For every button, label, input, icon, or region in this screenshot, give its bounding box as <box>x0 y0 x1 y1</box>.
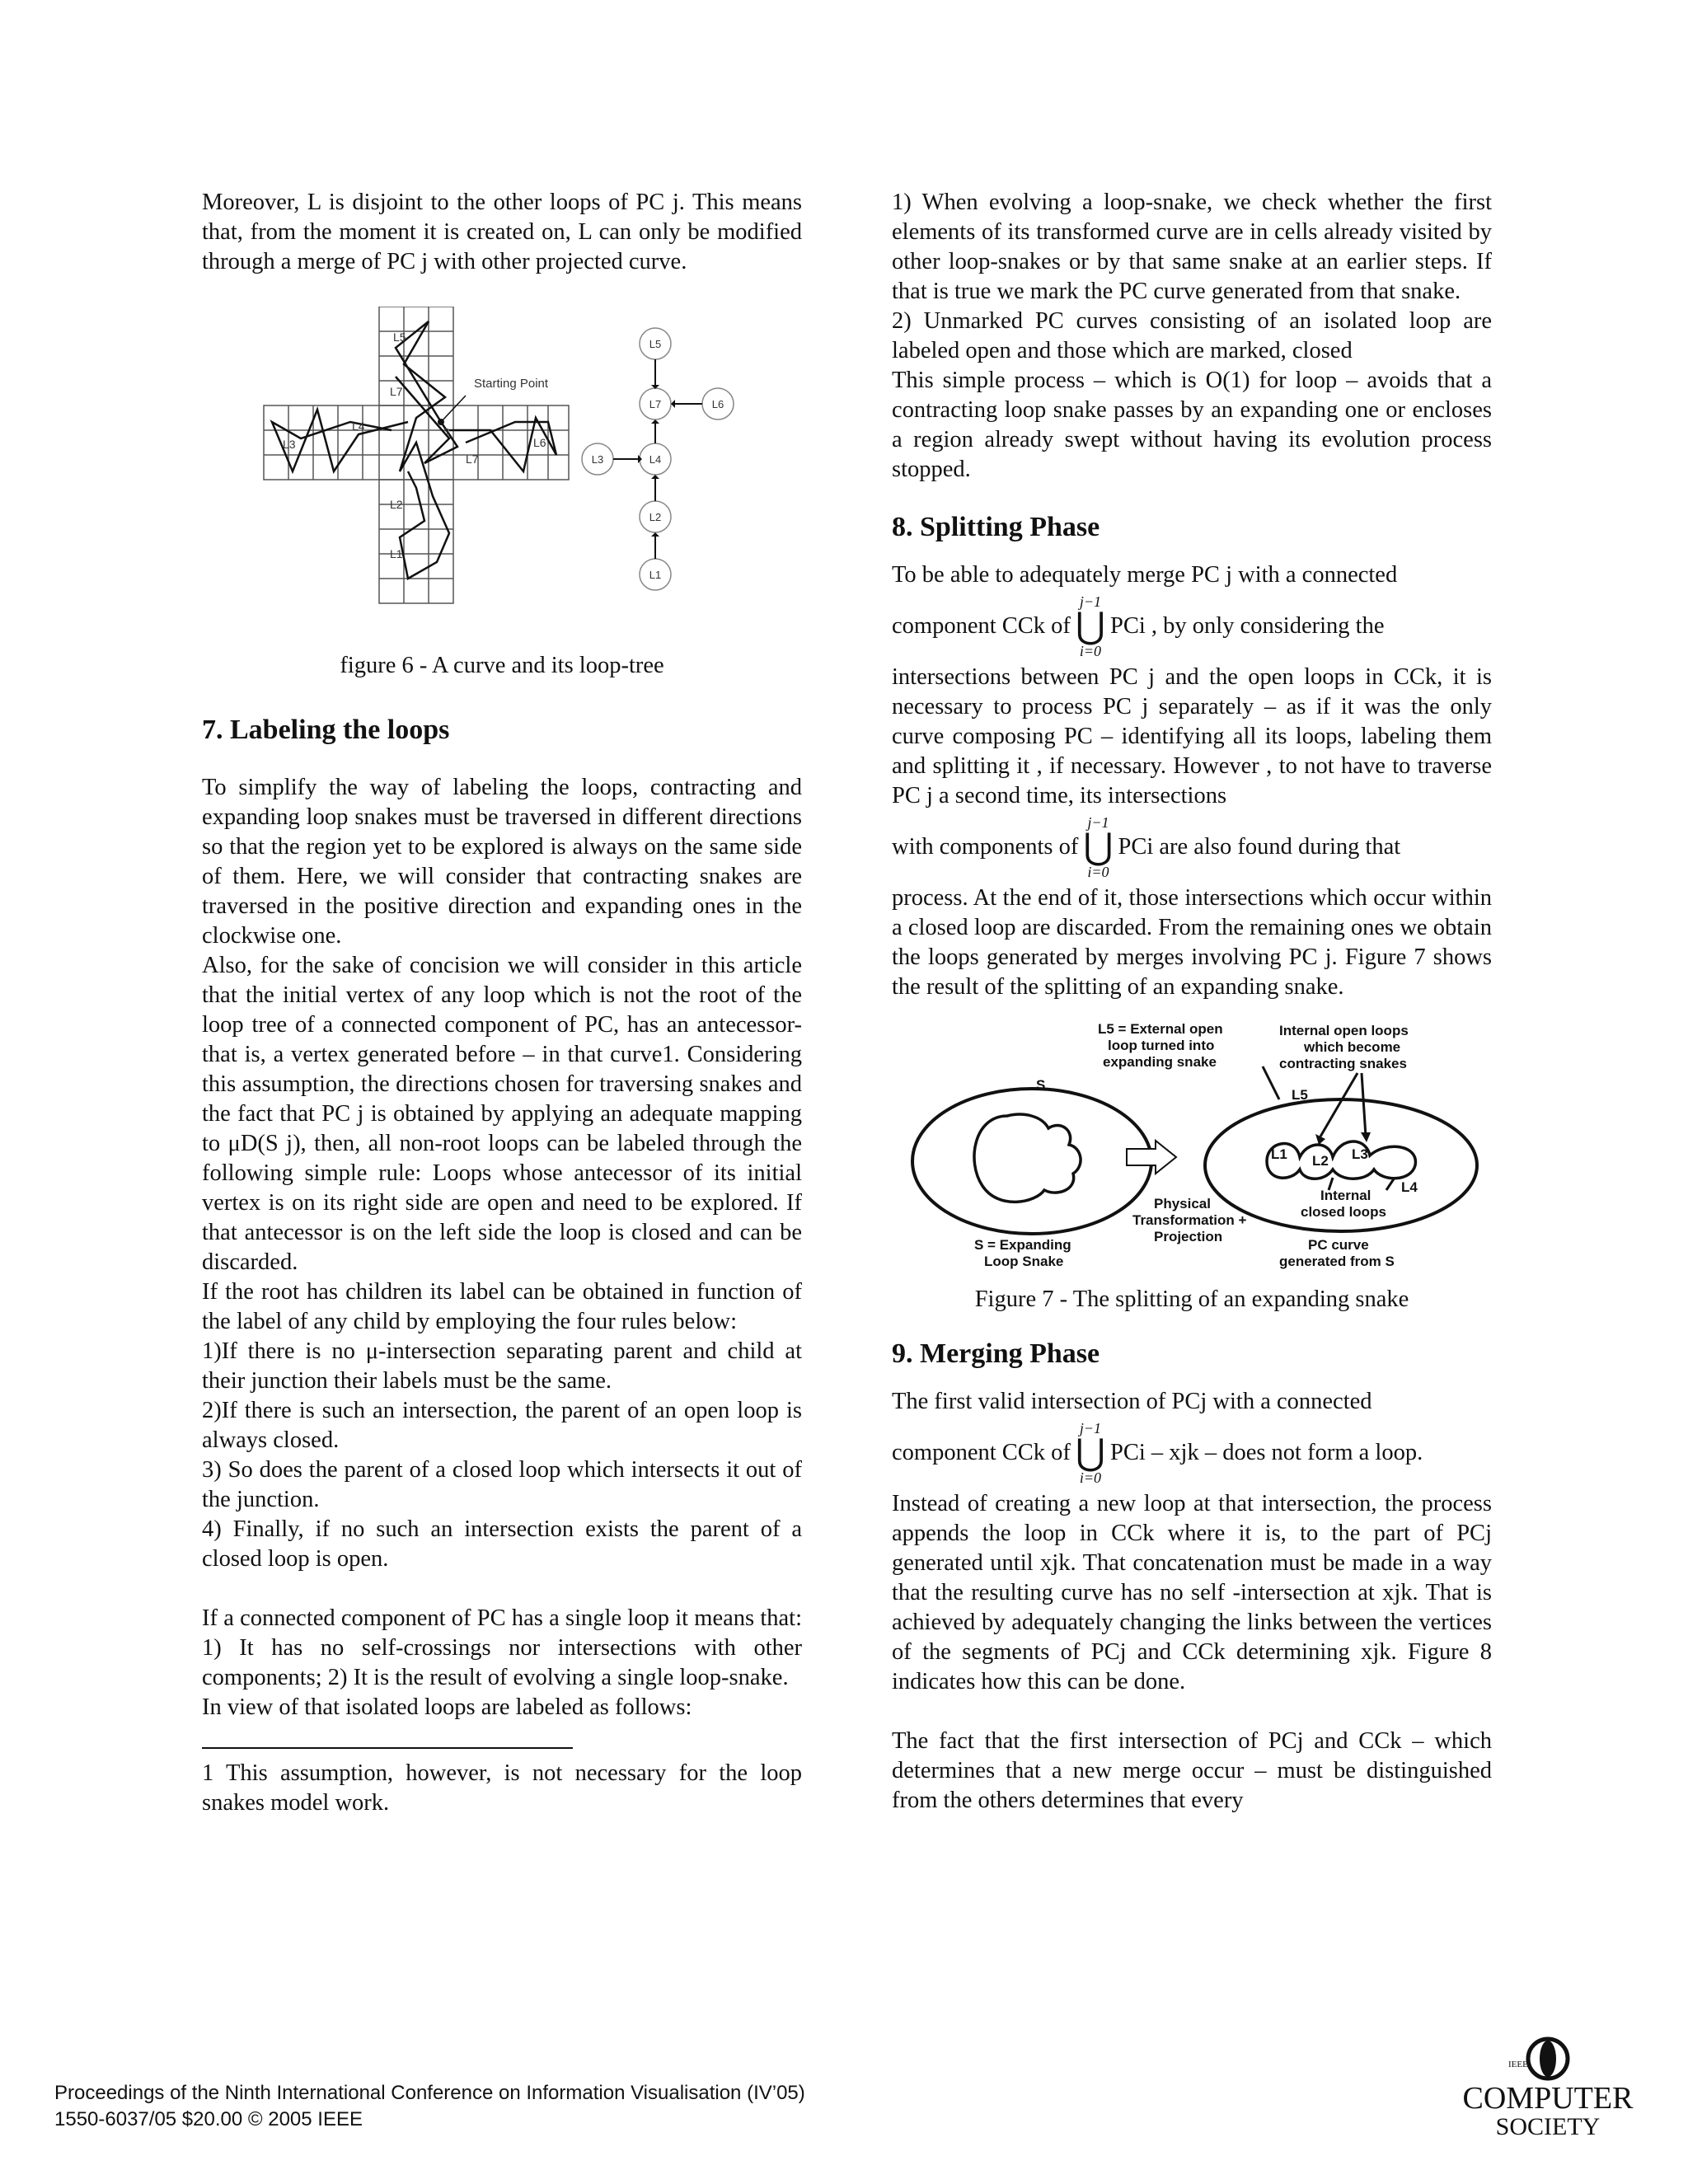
union-symbol-2: j−1 ⋃ i=0 <box>1083 814 1114 880</box>
labeling-paragraph-2: Also, for the sake of concision we will consider in this article that the initial vertex of any loop which is not the root of the loop tree of a connected component of PC, has an antecessor- that is, a vertex generated before – in that curve1. Considering this assumption, the directions chosen for traversing snakes and the fact that PC j is obtained by applying an adequate mapping to μD(S j), then, all non-root loops can be labeled through the following simple rule: Loops whose antecessor of its initial vertex is on its right side are open and need to be explored. If that antecessor is on the left side the loop is closed and can be discarded. <box>202 953 802 1275</box>
l2-label: L2 <box>1312 1153 1329 1169</box>
logo-ieee-text: IEEE <box>1508 2060 1528 2069</box>
figure-6 <box>202 307 802 612</box>
splitting-union-line-1 <box>892 593 1492 659</box>
labeling-paragraph-1: To simplify the way of labeling the loops, contracting and expanding loop snakes must be traversed in different directions so that the region yet to be explored is always on the same side of them. Here, we will consider that contracting snakes are traversed in the positive direction and expanding ones in the clockwise one. <box>202 775 802 949</box>
internal-closed-1: Internal <box>1320 1188 1372 1203</box>
union-bottom-2: i=0 <box>1087 864 1109 880</box>
section-7-title: 7. Labeling the loops <box>202 715 450 745</box>
grid-label-l7b: L7 <box>466 452 479 466</box>
merging-paragraph-2: Instead of creating a new loop at that intersection, the process appends the loop in CCk where it is, to the part of PCj generated until xjk. That concatenation must be made in a way that the resulting curve has no self -intersection at xjk. That is achieved by adequately changing the links between the vertices of the segments of PCj and CCk determining xjk. Figure 8 indicates how this can be done. <box>892 1491 1492 1694</box>
grid-label-l1: L1 <box>390 547 403 560</box>
merging-union-line <box>892 1420 1492 1486</box>
isolated-rule-1: 1) When evolving a loop-snake, we check whether the first elements of its transformed curve are in cells already visited by other loop-snakes or by that same snake at an earlier steps. If that is true we mark the PC curve generated from that snake. <box>892 190 1492 304</box>
merging-union-suffix: PCi – xjk – does not form a loop. <box>1110 1440 1423 1465</box>
ext-label-1: L5 = External open <box>1098 1021 1223 1037</box>
l3-label: L3 <box>1352 1146 1368 1162</box>
figure-7-diagram <box>892 1017 1492 1285</box>
splitting-union-prefix-1: component CCk of <box>892 613 1071 639</box>
int-label-3: contracting snakes <box>1279 1056 1407 1071</box>
grid-label-l7: L7 <box>390 385 403 398</box>
rule-4: 4) Finally, if no such an intersection exists the parent of a closed loop is open. <box>202 1516 802 1572</box>
s-exp-label-2: Loop Snake <box>984 1254 1064 1269</box>
internal-closed-2: closed loops <box>1301 1204 1386 1220</box>
phys-label-3: Projection <box>1154 1229 1223 1244</box>
logo-society-text: SOCIETY <box>1495 2113 1601 2140</box>
grid-label-l2: L2 <box>390 498 403 511</box>
right-column <box>892 188 1492 1816</box>
splitting-union-prefix-2: with components of <box>892 834 1079 860</box>
computer-society-logo <box>1441 2034 1655 2141</box>
union-bottom-3: i=0 <box>1079 1469 1102 1486</box>
snake-s-outline <box>912 1089 1151 1234</box>
tree-node-l5: L5 <box>649 338 662 350</box>
figure-7 <box>892 1017 1492 1285</box>
grid-label-l6: L6 <box>533 436 546 449</box>
logo-computer-text: COMPUTER <box>1462 2081 1634 2116</box>
l5-label: L5 <box>1292 1087 1308 1103</box>
process-paragraph: This simple process – which is O(1) for loop – avoids that a contracting loop snake passes by an expanding one or encloses a region already swept without having its evolution process stopped. <box>892 368 1492 482</box>
merging-union-prefix: component CCk of <box>892 1440 1071 1465</box>
starting-point-label: Starting Point <box>474 377 549 391</box>
phys-label-1: Physical <box>1154 1196 1211 1212</box>
footer-issn: 1550-6037/05 $20.00 © 2005 IEEE <box>54 2108 363 2130</box>
footnote-rule <box>202 1747 573 1749</box>
footer-proceedings: Proceedings of the Ninth International Conference on Information Visualisation (IV’05) <box>54 2082 805 2104</box>
section-8-title: 8. Splitting Phase <box>892 512 1100 542</box>
merging-paragraph-3: The fact that the first intersection of PCj and CCk – which determines that a new merge occur – must be distinguished from the others determines that every <box>892 1728 1492 1813</box>
s-label: S <box>1036 1077 1046 1093</box>
footnote: 1 This assumption, however, is not necessary for the loop snakes model work. <box>202 1760 802 1816</box>
ext-label-3: expanding snake <box>1103 1054 1217 1070</box>
grid-label-l4: L4 <box>352 419 365 433</box>
pc-label-2: generated from S <box>1279 1254 1395 1269</box>
labeling-paragraph-3: If the root has children its label can be obtained in function of the label of any child by employing the four rules below: <box>202 1279 802 1334</box>
splitting-line-1: To be able to adequately merge PC j with a connected <box>892 562 1398 588</box>
grid-label-l3: L3 <box>283 438 296 451</box>
page-footer <box>54 2080 805 2133</box>
l4-label: L4 <box>1401 1179 1418 1195</box>
labeling-paragraph-5: In view of that isolated loops are labeled as follows: <box>202 1694 692 1720</box>
tree-node-l3: L3 <box>591 453 604 466</box>
tree-node-l6: L6 <box>711 398 724 410</box>
union-top-1: j−1 <box>1079 593 1102 610</box>
splitting-paragraph-3: process. At the end of it, those intersections which occur within a closed loop are discarded. From the remaining ones we obtain the loops generated by merges involving PC j. Figure 7 shows the result of the splitting of an expanding snake. <box>892 885 1492 1000</box>
int-label-1: Internal open loops <box>1279 1023 1409 1038</box>
phys-label-2: Transformation + <box>1132 1212 1247 1228</box>
rule-2: 2)If there is such an intersection, the parent of an open loop is always closed. <box>202 1398 802 1453</box>
grid-label-l5: L5 <box>393 330 406 344</box>
intro-paragraph: Moreover, L is disjoint to the other loops of PC j. This means that, from the moment it is created on, L can only be modified through a merge of PC j with other projected curve. <box>202 190 802 274</box>
s-label: s <box>444 424 450 437</box>
pc-curve-loops <box>1267 1141 1415 1179</box>
pc-label-1: PC curve <box>1308 1237 1369 1253</box>
l1-label: L1 <box>1271 1146 1287 1162</box>
ext-label-2: loop turned into <box>1108 1038 1215 1053</box>
union-top-2: j−1 <box>1087 814 1109 831</box>
union-top-3: j−1 <box>1079 1420 1102 1436</box>
ieee-logo-icon <box>1441 2034 1655 2141</box>
union-symbol-3: j−1 ⋃ i=0 <box>1075 1420 1105 1486</box>
figure-6-caption: figure 6 - A curve and its loop-tree <box>340 653 664 678</box>
splitting-paragraph-2: intersections between PC j and the open loops in CCk, it is necessary to process PC j separately – as if it was the only curve composing PC – identifying all its loops, labeling them and splitting it , if necessary. However , to not have to traverse PC j a second time, its intersections <box>892 664 1492 808</box>
tree-node-l1: L1 <box>649 569 662 581</box>
union-bottom-1: i=0 <box>1079 643 1102 659</box>
merging-line-1: The first valid intersection of PCj with a connected <box>892 1389 1372 1414</box>
tree-node-l2: L2 <box>649 511 662 523</box>
isolated-rule-2: 2) Unmarked PC curves consisting of an isolated loop are labeled open and those which are marked, closed <box>892 308 1492 363</box>
tree-node-l7: L7 <box>649 398 662 410</box>
rule-3: 3) So does the parent of a closed loop which intersects it out of the junction. <box>202 1457 802 1512</box>
figure-6-diagram <box>202 307 802 612</box>
splitting-union-suffix-1: PCi , by only considering the <box>1110 613 1385 639</box>
splitting-union-line-2 <box>892 814 1492 880</box>
rule-1: 1)If there is no μ-intersection separating parent and child at their junction their labels must be the same. <box>202 1338 802 1394</box>
snake-s-hole <box>974 1114 1081 1202</box>
splitting-union-suffix-2: PCi are also found during that <box>1118 834 1401 860</box>
section-9-title: 9. Merging Phase <box>892 1338 1100 1369</box>
int-label-2: which become <box>1304 1039 1401 1055</box>
left-column <box>202 188 802 1818</box>
tree-node-l4: L4 <box>649 453 662 466</box>
union-symbol-1: j−1 ⋃ i=0 <box>1075 593 1105 659</box>
labeling-paragraph-4: If a connected component of PC has a single loop it means that: 1) It has no self-crossings nor intersections with other components; 2) It is the result of evolving a single loop-snake. <box>202 1605 802 1690</box>
figure-7-caption: Figure 7 - The splitting of an expanding snake <box>974 1286 1409 1312</box>
s-exp-label-1: S = Expanding <box>974 1237 1071 1253</box>
